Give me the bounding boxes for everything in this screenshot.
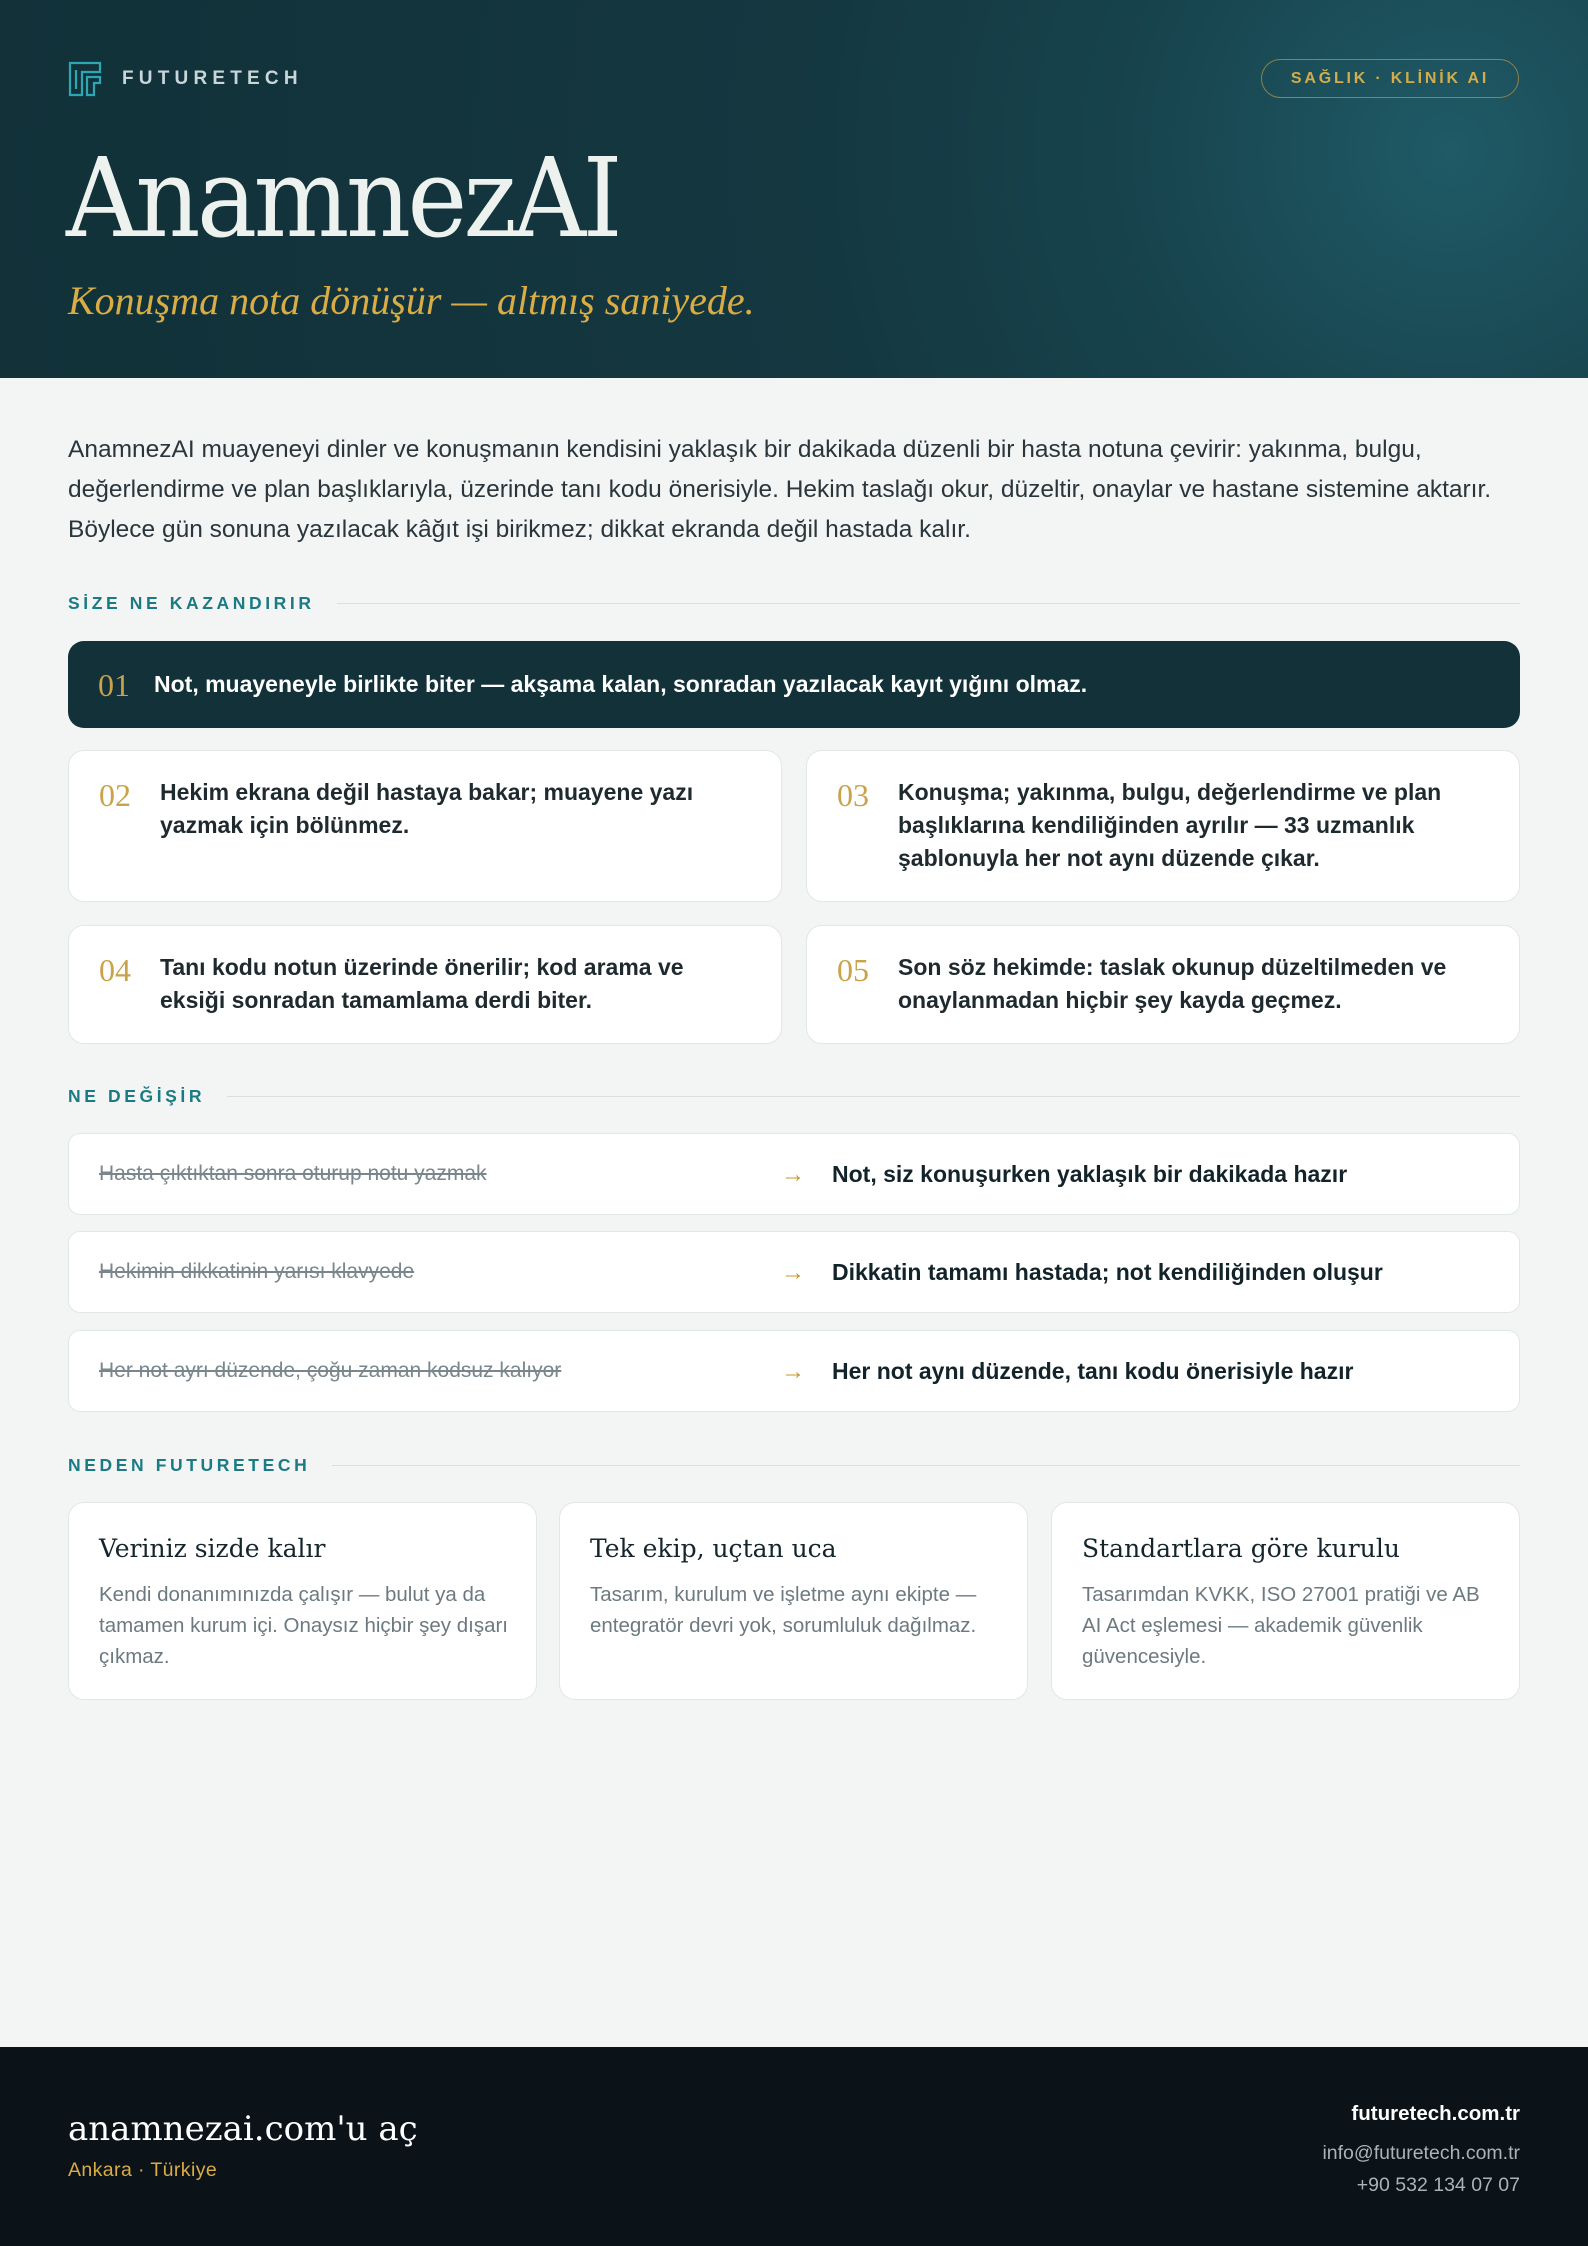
benefit-number: 02	[99, 777, 131, 813]
benefit-card	[68, 925, 782, 1044]
why-card-description: Kendi donanımınızda çalışır — bulut ya da tamamen kurum içi. Onaysız hiçbir şey dışarı çıkmaz.	[99, 1583, 508, 1668]
benefit-text: Konuşma; yakınma, bulgu, değerlendirme ve plan başlıklarına kendiliğinden ayrılır — 33 uzmanlık şablonuyla her not aynı düzende çıkar.	[898, 779, 1442, 871]
section-divider	[227, 1096, 1520, 1097]
benefit-number: 03	[837, 777, 869, 813]
product-tagline: Konuşma nota dönüşür — altmış saniyede.	[68, 278, 755, 323]
footer	[0, 2047, 1588, 2246]
arrow-right-icon: →	[781, 1161, 805, 1188]
comparison-row	[68, 1330, 1520, 1412]
why-card-title: Veriniz sizde kalır	[99, 1534, 326, 1563]
benefit-card-featured	[68, 641, 1520, 728]
why-card-description: Tasarım, kurulum ve işletme aynı ekipte — entegratör devri yok, sorumluluk dağılmaz.	[590, 1583, 977, 1637]
why-card-title: Tek ekip, uçtan uca	[590, 1534, 837, 1563]
benefit-card	[68, 750, 782, 902]
section-label: NE DEĞİŞİR	[68, 1085, 206, 1106]
benefit-text: Tanı kodu notun üzerinde önerilir; kod arama ve eksiği sonradan tamamlama derdi biter.	[160, 954, 684, 1013]
section-heading-why	[68, 1453, 1520, 1477]
section-label: NEDEN FUTURETECH	[68, 1454, 311, 1475]
after-text: Not, siz konuşurken yaklaşık bir dakikada hazır	[832, 1161, 1348, 1187]
why-card	[1051, 1502, 1520, 1700]
location-text: Ankara · Türkiye	[68, 2159, 218, 2181]
benefit-text: Son söz hekimde: taslak okunup düzeltilmeden ve onaylanmadan hiçbir şey kayda geçmez.	[898, 954, 1447, 1013]
why-card	[68, 1502, 537, 1700]
why-card-title: Standartlara göre kurulu	[1082, 1534, 1400, 1563]
benefit-card	[806, 925, 1520, 1044]
section-divider	[337, 603, 1520, 604]
before-text: Hasta çıktıktan sonra oturup notu yazmak	[99, 1162, 487, 1185]
contact-block	[1020, 2097, 1520, 2201]
brand[interactable]	[68, 61, 303, 97]
after-text: Dikkatin tamamı hastada; not kendiliğinden oluşur	[832, 1259, 1383, 1285]
arrow-right-icon: →	[781, 1358, 805, 1385]
intro-paragraph: AnamnezAI muayeneyi dinler ve konuşmanın kendisini yaklaşık bir dakikada düzenli bir hasta notuna çevirir: yakınma, bulgu, değerlendirme ve plan başlıklarıyla, üzerinde tanı kodu önerisiyle. Hekim taslağı okur, düzeltir, onaylar ve hastane sistemine aktarır. Böylece gün sonuna yazılacak kâğıt işi birikmez; dikkat ekranda değil hastada kalır.	[68, 436, 1492, 543]
comparison-row	[68, 1133, 1520, 1215]
section-heading-changes	[68, 1084, 1520, 1108]
hero-banner	[0, 0, 1588, 378]
benefit-text: Not, muayeneyle birlikte biter — akşama kalan, sonradan yazılacak kayıt yığını olmaz.	[154, 671, 1088, 697]
product-title: AnamnezAI	[66, 134, 619, 262]
benefit-number: 01	[98, 666, 130, 703]
company-site-link[interactable]: futuretech.com.tr	[1351, 2102, 1520, 2125]
section-heading-benefits	[68, 591, 1520, 615]
ft-monogram-icon	[68, 61, 102, 97]
before-text: Her not ayrı düzende, çoğu zaman kodsuz kalıyor	[99, 1359, 562, 1382]
why-card-description: Tasarımdan KVKK, ISO 27001 pratiği ve AB AI Act eşlemesi — akademik güvenlik güvencesiyle.	[1082, 1583, 1480, 1668]
why-card	[559, 1502, 1028, 1700]
email-link[interactable]: info@futuretech.com.tr	[1322, 2142, 1520, 2164]
arrow-right-icon: →	[781, 1259, 805, 1286]
phone-link[interactable]: +90 532 134 07 07	[1356, 2174, 1520, 2196]
section-divider	[332, 1465, 1520, 1466]
website-link[interactable]: anamnezai.com'u aç	[68, 2109, 418, 2149]
comparison-row	[68, 1231, 1520, 1313]
benefit-number: 04	[99, 952, 131, 988]
benefit-text: Hekim ekrana değil hastaya bakar; muayene yazı yazmak için bölünmez.	[160, 779, 694, 838]
category-badge: SAĞLIK · KLİNİK AI	[1261, 59, 1519, 98]
before-text: Hekimin dikkatinin yarısı klavyede	[99, 1260, 415, 1283]
brand-name: FUTURETECH	[122, 68, 303, 89]
section-label: SİZE NE KAZANDIRIR	[68, 592, 315, 613]
benefit-card	[806, 750, 1520, 902]
after-text: Her not aynı düzende, tanı kodu önerisiyle hazır	[832, 1358, 1354, 1384]
benefit-number: 05	[837, 952, 869, 988]
